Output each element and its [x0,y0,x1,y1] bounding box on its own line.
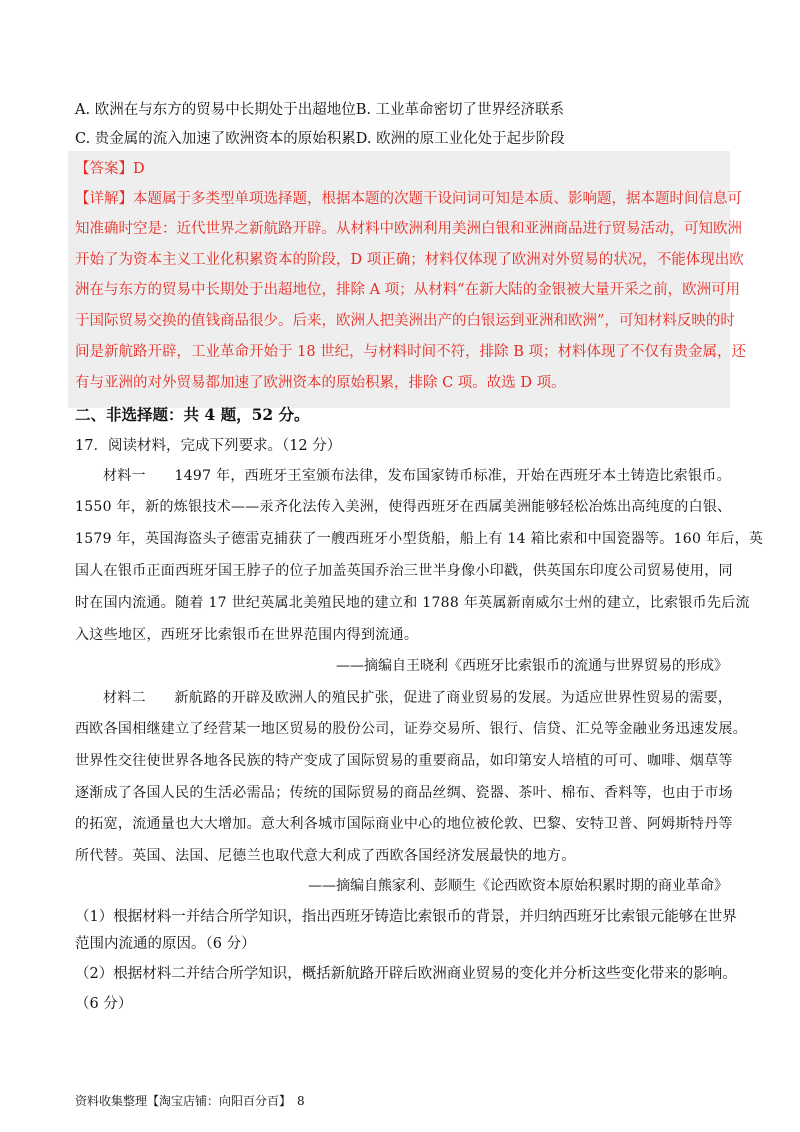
material-two-line: 西欧各国相继建立了经营某一地区贸易的股份公司，证券交易所、银行、信贷、汇兑等金融业务迅速发展。 [75,721,748,737]
question-intro: 17．阅读材料，完成下列要求。（12 分） [75,438,342,454]
sub-question-2: （2）根据材料二并结合所学知识，概括新航路开辟后欧洲商业贸易的变化并分析这些变化带来的影响。 [75,966,737,982]
explanation-line: 洲在与东方的贸易中长期处于出超地位，排除 A 项；从材料“在新大陆的金银被大量开采之前，欧洲可用 [75,282,741,298]
explanation-line: 于国际贸易交换的值钱商品很少。后来，欧洲人把美洲出产的白银运到亚洲和欧洲”，可知材料反映的时 [75,313,735,329]
material-one-line: 国人在银币正面西班牙国王脖子的位子加盖英国乔治三世半身像小印戳，供英国东印度公司贸易使用，同 [75,563,733,579]
sub-question-1-cont: 范围内流通的原因。（6 分） [75,936,256,952]
sub-question-2-cont: （6 分） [75,996,133,1012]
answer-label: 【答案】D [75,161,145,177]
material-one-line: 时在国内流通。随着 17 世纪英属北美殖民地的建立和 1788 年英属新南威尔士州的建立，比索银币先后流 [75,595,750,611]
material-two-line: 材料二 新航路的开辟及欧洲人的殖民扩张，促进了商业贸易的发展。为适应世界性贸易的需要， [103,690,733,706]
material-one-line: 1579 年，英国海盗头子德雷克捕获了一艘西班牙小型货船，船上有 14 箱比索和中国瓷器等。160 年后，英 [75,531,764,547]
option-line-1: A. 欧洲在与东方的贸易中长期处于出超地位B. 工业革命密切了世界经济联系 [75,102,565,118]
section-title: 二、非选择题：共 4 题，52 分。 [75,405,310,424]
material-one-source: ——摘编自王晓利《西班牙比索银币的流通与世界贸易的形成》 [336,658,728,674]
material-one-line: 材料一 1497 年，西班牙王室颁布法律，发布国家铸币标准，开始在西班牙本土铸造比索银币。 [103,468,731,484]
material-two-line: 世界性交往使世界各地各民族的特产变成了国际贸易的重要商品，如印第安人培植的可可、咖啡、烟草等 [75,753,733,769]
option-line-2: C. 贵金属的流入加速了欧洲资本的原始积累D. 欧洲的原工业化处于起步阶段 [75,131,565,147]
material-one-line: 入这些地区，西班牙比索银币在世界范围内得到流通。 [75,627,419,643]
explanation-line: 【详解】本题属于多类型单项选择题，根据本题的次题干设问词可知是本质、影响题，据本题时间信息可 [75,191,742,207]
explanation-line: 知准确时空是：近代世界之新航路开辟。从材料中欧洲利用美洲白银和亚洲商品进行贸易活动，可知欧洲 [75,221,742,237]
material-one-line: 1550 年，新的炼银技术——汞齐化法传入美洲，使得西班牙在西属美洲能够轻松冶炼出高纯度的白银、 [75,499,732,515]
material-two-source: ——摘编自熊家利、彭顺生《论西欧资本原始积累时期的商业革命》 [308,878,728,894]
material-two-line: 逐渐成了各国人民的生活必需品；传统的国际贸易的商品丝绸、瓷器、茶叶、棉布、香料等，也由于市场 [75,785,733,801]
sub-question-1: （1）根据材料一并结合所学知识，指出西班牙铸造比索银币的背景，并归纳西班牙比索银元能够在世界 [75,909,737,925]
page-footer: 资料收集整理【淘宝店铺：向阳百分百】 8 [75,1094,305,1108]
explanation-line: 有与亚洲的对外贸易都加速了欧洲资本的原始积累，排除 C 项。故选 D 项。 [75,375,566,391]
explanation-line: 间是新航路开辟，工业革命开始于 18 世纪，与材料时间不符，排除 B 项；材料体现了不仅有贵金属，还 [75,344,747,360]
material-two-line: 所代替。英国、法国、尼德兰也取代意大利成了西欧各国经济发展最快的地方。 [75,848,576,864]
explanation-line: 开始了为资本主义工业化积累资本的阶段，D 项正确；材料仅体现了欧洲对外贸易的状况，不能体现出欧 [75,252,744,268]
material-two-line: 的拓宽，流通量也大大增加。意大利各城市国际商业中心的地位被伦敦、巴黎、安特卫普、阿姆斯特丹等 [75,816,733,832]
